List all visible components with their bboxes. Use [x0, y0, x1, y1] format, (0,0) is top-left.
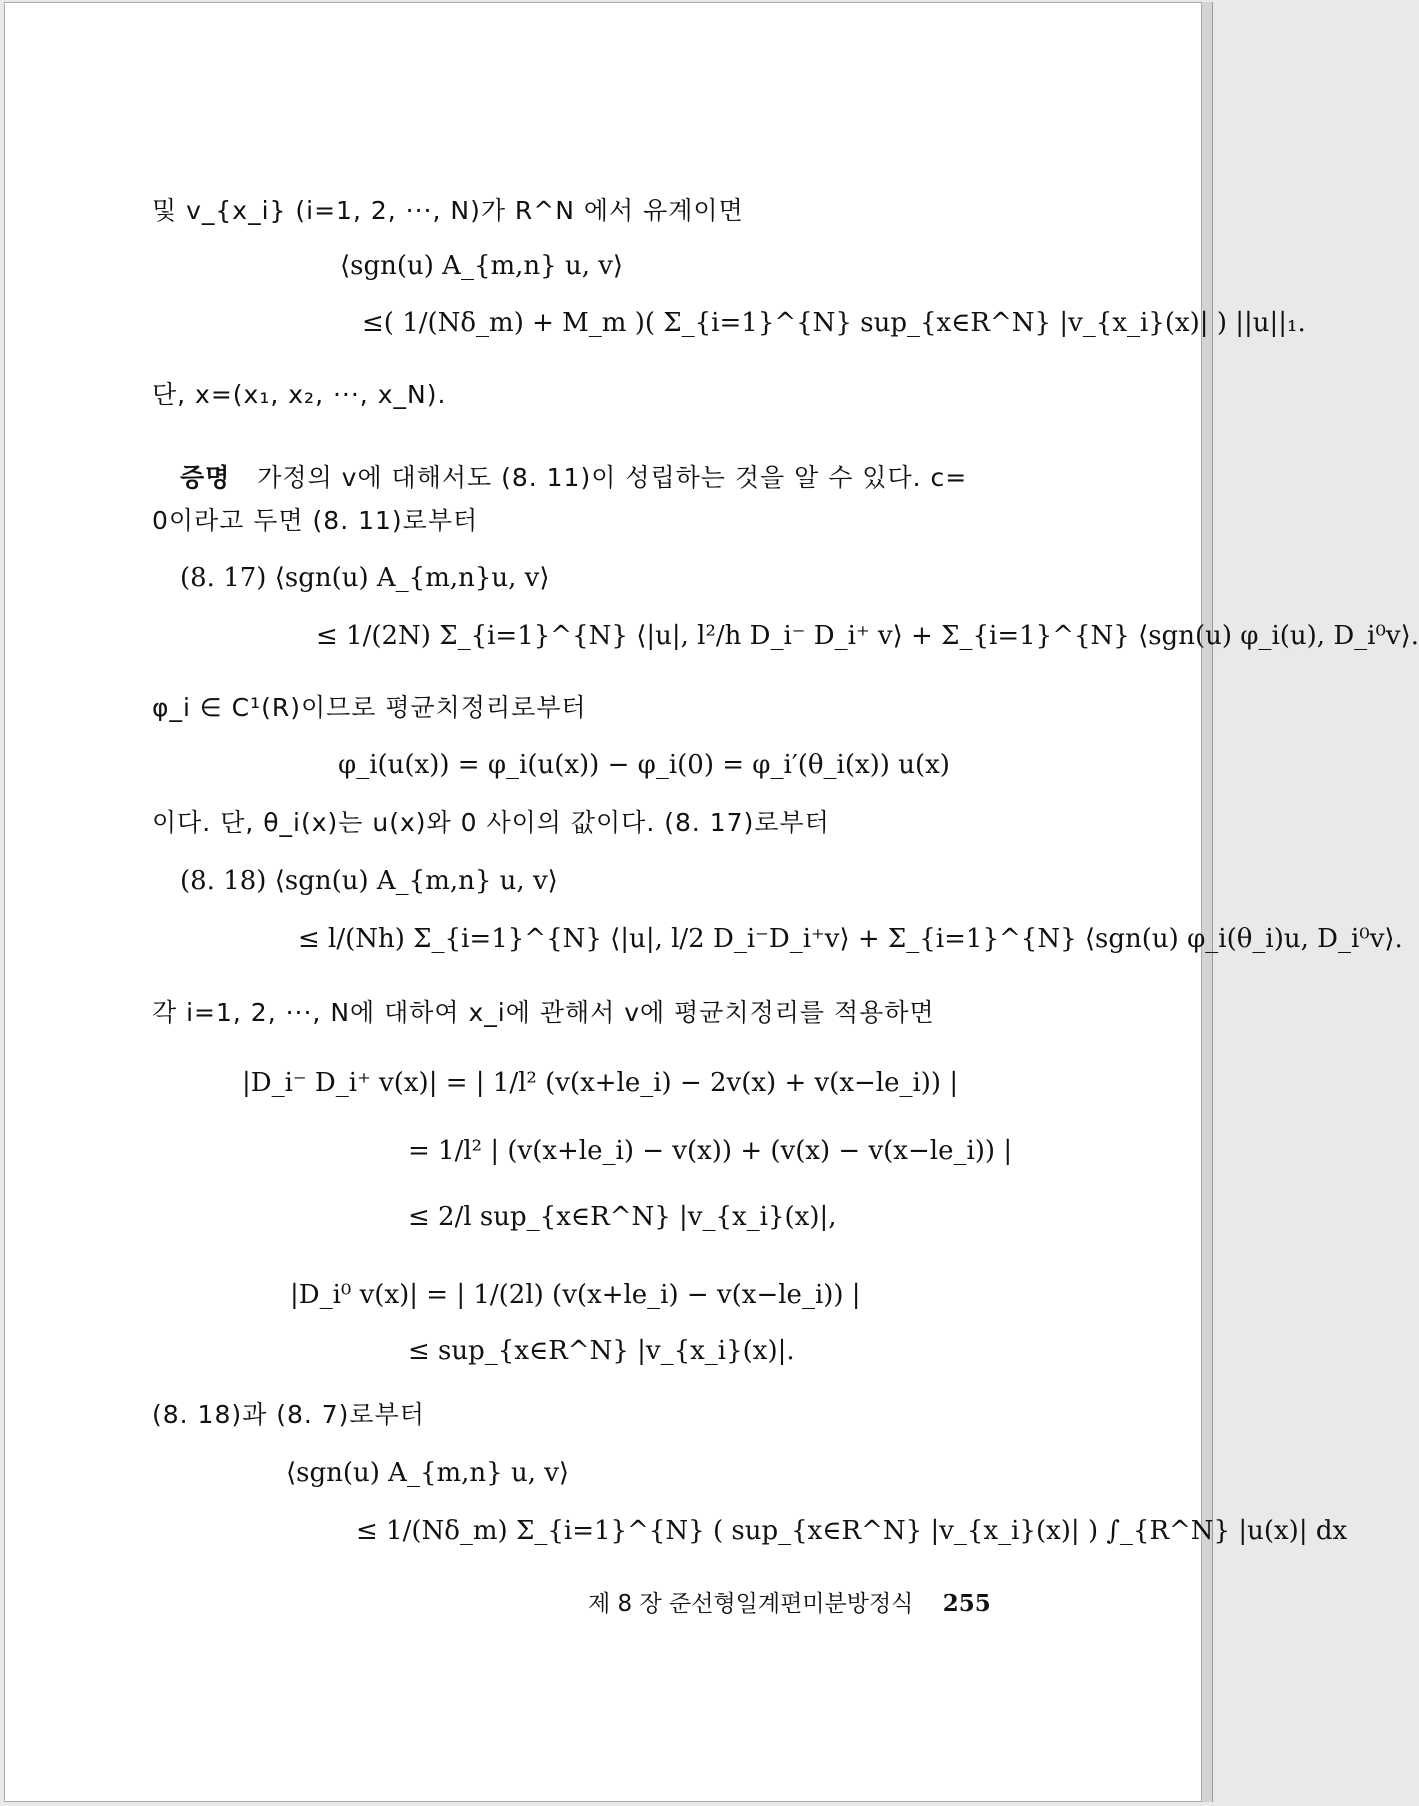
- equation-line-10: φ_i(u(x)) = φ_i(u(x)) − φ_i(0) = φ_i′(θ_i(x)) u(x): [338, 750, 950, 780]
- equation-8-18: (8. 18) ⟨sgn(u) A_{m,n} u, v⟩: [180, 866, 558, 896]
- text-line-6: 0이라고 두면 (8. 11)로부터: [152, 506, 479, 535]
- text-line-20: (8. 18)과 (8. 7)로부터: [152, 1400, 425, 1429]
- equation-line-8: ≤ 1/(2N) Σ_{i=1}^{N} ⟨|u|, l²/h D_i⁻ D_i⁺ v⟩ + Σ_{i=1}^{N} ⟨sgn(u) φ_i(u), D_i⁰v⟩.: [316, 621, 1419, 651]
- text-line-11: 이다. 단, θ_i(x)는 u(x)와 0 사이의 값이다. (8. 17)로부터: [152, 808, 830, 837]
- page-footer: [588, 1585, 991, 1618]
- equation-line-19: ≤ sup_{x∈R^N} |v_{x_i}(x)|.: [408, 1336, 795, 1366]
- chapter-title: 제 8 장 준선형일계편미분방정식: [588, 1591, 914, 1617]
- equation-line-2: ⟨sgn(u) A_{m,n} u, v⟩: [340, 251, 624, 281]
- equation-line-18: |D_i⁰ v(x)| = | 1/(2l) (v(x+le_i) − v(x−le_i)) |: [290, 1280, 861, 1310]
- text-line-9: φ_i ∈ C¹(R)이므로 평균치정리로부터: [152, 693, 587, 722]
- equation-line-22: ≤ 1/(Nδ_m) Σ_{i=1}^{N} ( sup_{x∈R^N} |v_{x_i}(x)| ) ∫_{R^N} |u(x)| dx: [356, 1516, 1348, 1546]
- equation-8-17: (8. 17) ⟨sgn(u) A_{m,n}u, v⟩: [180, 563, 550, 593]
- text-line-1: 및 v_{x_i} (i=1, 2, ···, N)가 R^N 에서 유계이면: [152, 196, 744, 225]
- proof-text: 가정의 v에 대해서도 (8. 11)이 성립하는 것을 알 수 있다. c=: [257, 463, 968, 492]
- proof-label: 증명: [180, 463, 231, 492]
- proof-line-1: [180, 465, 967, 490]
- equation-line-15: |D_i⁻ D_i⁺ v(x)| = | 1/l² (v(x+le_i) − 2v(x) + v(x−le_i)) |: [242, 1068, 959, 1098]
- equation-line-13: ≤ l/(Nh) Σ_{i=1}^{N} ⟨|u|, l/2 D_i⁻D_i⁺v⟩ + Σ_{i=1}^{N} ⟨sgn(u) φ_i(θ_i)u, D_i⁰v⟩.: [298, 924, 1403, 954]
- equation-line-16: = 1/l² | (v(x+le_i) − v(x)) + (v(x) − v(x−le_i)) |: [408, 1136, 1013, 1166]
- equation-line-21: ⟨sgn(u) A_{m,n} u, v⟩: [286, 1458, 570, 1488]
- text-line-14: 각 i=1, 2, ···, N에 대하여 x_i에 관해서 v에 평균치정리를 적용하면: [152, 998, 935, 1027]
- text-line-4: 단, x=(x₁, x₂, ···, x_N).: [152, 380, 447, 409]
- equation-line-17: ≤ 2/l sup_{x∈R^N} |v_{x_i}(x)|,: [408, 1202, 837, 1232]
- equation-line-3: ≤( 1/(Nδ_m) + M_m )( Σ_{i=1}^{N} sup_{x∈R^N} |v_{x_i}(x)| ) ||u||₁.: [362, 308, 1306, 338]
- page-number: 255: [942, 1590, 991, 1617]
